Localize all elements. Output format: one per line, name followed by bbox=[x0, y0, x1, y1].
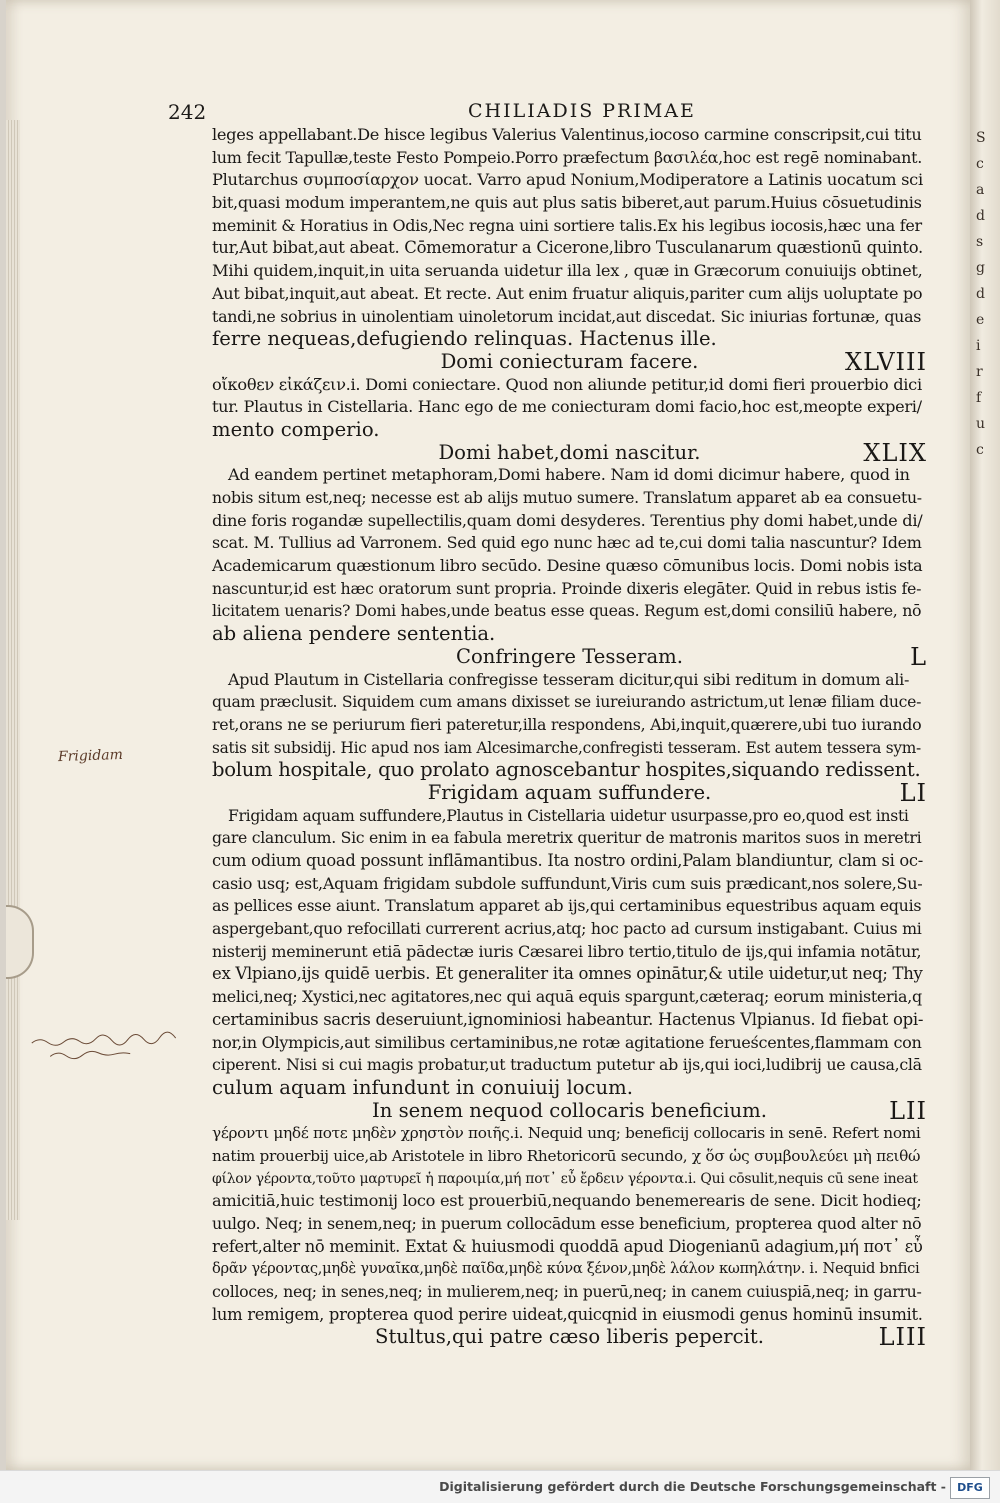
text-block bbox=[212, 124, 927, 1352]
text-line: dine foris rogandæ supellectilis,quam domi desyderes. Terentius phy domi habet,unde di/ bbox=[212, 510, 923, 530]
text-line: nor,in Olympicis,aut similibus certaminibus,ne rotæ agitatione ferueścentes,flammam con bbox=[212, 1032, 922, 1052]
next-page-letter: d bbox=[976, 208, 985, 224]
text-line: amicitiā,huic testimonij loco est prouerbiū,nequando benemerearis de sene. Dicit hodieq; bbox=[212, 1191, 922, 1211]
text-line: leges appellabant.De hisce legibus Valerius Valentinus,iocoso carmine conscripsit,cui titu bbox=[212, 125, 922, 144]
adage-numeral: L bbox=[910, 642, 927, 671]
adage-title: In senem nequod collocaris beneficium. bbox=[372, 1098, 767, 1122]
text-line: bit,quasi modum imperantem,ne quis aut plus satis biberet,aut parum.Huius cōsuetudinis bbox=[212, 193, 922, 213]
adage-title: Stultus,qui patre cæso liberis pepercit. bbox=[375, 1325, 764, 1349]
text-line: φίλον γέροντα,τοῦτο μαρτυρεῖ ἡ παροιμία,μή ποτ᾽ εὖ ἔρδειν γέροντα.i. Qui cōsulit,nequis cū sene ineat bbox=[212, 1170, 918, 1187]
footer-bar bbox=[0, 1470, 1000, 1503]
adage-heading bbox=[212, 778, 927, 807]
text-line: nascuntur,id est hæc oratorum sunt propria. Proinde dixeris elegāter. Quid in rebus istis fe- bbox=[212, 578, 922, 598]
adage-numeral: LIII bbox=[878, 1323, 927, 1352]
text-line: culum aquam infundunt in conuiuij locum. bbox=[212, 1075, 633, 1099]
text-line: Frigidam aquam suffundere,Plautus in Cistellaria uidetur usurpasse,pro eo,quod est insti bbox=[228, 806, 909, 825]
text-line: tur. Plautus in Cistellaria. Hanc ego de me coniecturam domi facio,hoc est,meopte experi/ bbox=[212, 397, 922, 417]
text-line: nisterij meminerunt etiā pādectæ iuris Cæsarei libro tertio,titulo de ijs,qui infamia notātur, bbox=[212, 941, 922, 961]
text-line: lum remigem, propterea quod perire uideat,quicqnid in eiusmodi genus hominū insumit. bbox=[212, 1304, 923, 1324]
text-line: ab aliena pendere sententia. bbox=[212, 622, 496, 646]
next-page-letter: c bbox=[976, 156, 984, 172]
text-line: ret,orans ne se periurum fieri pateretur,illa respondens, Abi,inquit,quærere,ubi tuo iurando bbox=[212, 714, 922, 734]
text-line: cum odium quoad possunt inflāmantibus. Ita nostro ordini,Palam blandiuntur, clam si oc- bbox=[212, 851, 923, 870]
next-page-letter: g bbox=[976, 260, 985, 276]
text-line: melici,neq; Xystici,nec agitatores,nec qui aquā equis spargunt,cæteraq; eorum ministeria,q bbox=[212, 987, 922, 1007]
next-page-letter: f bbox=[976, 390, 982, 406]
text-line: uulgo. Neq; in senem,neq; in puerum collocādum esse beneficium, propterea quod alter nō bbox=[212, 1214, 922, 1233]
adage-numeral: XLIX bbox=[863, 438, 927, 467]
text-line: quam præclusit. Siquidem cum amans dixisset se iureiurando astrictum,ut lenæ filiam duce- bbox=[212, 692, 922, 712]
running-title: CHILIADIS PRIMAE bbox=[468, 100, 696, 122]
text-line: tandi,ne sobrius in uinolentiam uinoletorum incidat,aut discedat. Sic iniurias fortunæ, quas bbox=[212, 306, 922, 326]
text-line: as pellices esse aiunt. Translatum apparet ab ijs,qui certaminibus equestribus aquam equis bbox=[212, 896, 922, 916]
text-line: γέροντι μηδέ ποτε μηδὲν χρηστὸν ποιῆς.i. Nequid unq; beneficij collocaris in senē. Refert nomi bbox=[212, 1124, 921, 1143]
next-page-edge bbox=[970, 0, 1000, 1470]
next-page-letter: i bbox=[976, 338, 981, 354]
text-line: Plutarchus συμποσίαρχον uocat. Varro apud Nonium,Modiperatore a Latinis uocatum sci bbox=[212, 170, 923, 190]
adage-heading bbox=[212, 438, 927, 467]
next-page-letter: r bbox=[976, 364, 983, 380]
text-line: ferre nequeas,defugiendo relinquas. Hactenus ille. bbox=[212, 327, 717, 351]
marginal-note-handwritten bbox=[29, 1029, 210, 1067]
text-line: δρᾶν γέροντας,μηδὲ γυναῖκα,μηδὲ παῖδα,μηδὲ κύνα ξένον,μηδὲ λάλον κωπηλάτην. i. Nequid bnfici bbox=[212, 1260, 920, 1278]
adage-title: Domi habet,domi nascitur. bbox=[438, 440, 701, 464]
text-line: lum fecit Tapullæ,teste Festo Pompeio.Porro præfectum βασιλέα,hoc est regē nominabant. bbox=[212, 147, 923, 167]
text-line: satis sit subsidij. Hic apud nos iam Alcesimarche,confregisti tesseram. Est autem tessera sym- bbox=[212, 738, 921, 757]
dfg-logo: DFG bbox=[950, 1477, 990, 1499]
text-line: licitatem uenaris? Domi habes,unde beatus esse queas. Regum est,domi consiliū habere, nō bbox=[212, 601, 922, 621]
adage-title: Domi coniecturam facere. bbox=[440, 349, 699, 373]
text-line: Apud Plautum in Cistellaria confregisse tesseram dicitur,qui sibi reditum in domum ali- bbox=[228, 669, 910, 689]
adage-title: Frigidam aquam suffundere. bbox=[427, 780, 712, 804]
text-line: tur,Aut bibat,aut abeat. Cōmemoratur a Cicerone,libro Tusculanarum quæstionū quinto. bbox=[212, 238, 923, 258]
text-line: Academicarum quæstionum libro secūdo. Desine quæso cōmunibus locis. Domi nobis ista bbox=[212, 556, 923, 576]
adage-heading bbox=[212, 1096, 927, 1125]
next-page-letter: d bbox=[976, 286, 985, 302]
text-line: gare clanculum. Sic enim in ea fabula meretrix queritur de matronis maritos suos in meretri bbox=[212, 828, 922, 848]
text-line: certaminibus sacris deseruiunt,ignominiosi habeantur. Hactenus Vlpianus. Id fiebat opi- bbox=[212, 1009, 924, 1029]
page-edges bbox=[6, 120, 20, 1220]
text-line: ex Vlpiano,ijs quidē uerbis. Et generaliter ita omnes opinātur,& utile uidetur,ut neq; Thy bbox=[212, 964, 923, 984]
next-page-letter: u bbox=[976, 416, 986, 432]
folio-number: 242 bbox=[168, 100, 207, 124]
text-line: meminit & Horatius in Odis,Nec regna uini sortiere talis.Ex his legibus iocosis,hæc una fer bbox=[212, 215, 922, 235]
text-line: natim prouerbij uice,ab Aristotele in libro Rhetoricorū secundo, χ ὅσ ὡς συμβουλεύει μὴ πειθώ bbox=[212, 1146, 921, 1165]
adage-numeral: LII bbox=[889, 1096, 927, 1125]
text-line: colloces, neq; in senes,neq; in mulierem,neq; in puerū,neq; in canem cuiuspiā,neq; in garru- bbox=[212, 1282, 922, 1302]
handwritten-scribble-icon bbox=[29, 1030, 190, 1064]
text-line: Ad eandem pertinet metaphoram,Domi habere. Nam id domi dicimur habere, quod in bbox=[228, 465, 910, 485]
adage-title: Confringere Tesseram. bbox=[456, 644, 683, 668]
text-line: ciperent. Nisi si cui magis probatur,ut traductum putetur ab ijs,qui ioci,ludibrij ue causa,clā bbox=[212, 1055, 922, 1075]
adage-heading bbox=[212, 347, 927, 376]
adage-numeral: XLVIII bbox=[845, 347, 927, 376]
footer-credit: Digitalisierung gefördert durch die Deutsche Forschungsgemeinschaft - bbox=[439, 1479, 946, 1494]
adage-heading bbox=[212, 1323, 927, 1352]
text-line: οἴκοθεν εἰκάζειν.i. Domi coniectare. Quod non aliunde petitur,id domi fieri prouerbio dici bbox=[212, 374, 922, 394]
text-line: mento comperio. bbox=[212, 417, 380, 441]
text-line: Mihi quidem,inquit,in uita seruanda uidetur illa lex , quæ in Græcorum conuiuijs obtinet, bbox=[212, 261, 923, 281]
next-page-letter: S bbox=[976, 130, 986, 146]
text-line: scat. M. Tullius ad Varronem. Sed quid ego nunc hæc ad te,cui domi talia nascuntur? Idem bbox=[212, 533, 922, 553]
next-page-letter: s bbox=[976, 234, 984, 250]
marginal-note-frigidam: Frigidam bbox=[57, 746, 124, 766]
adage-heading bbox=[212, 642, 927, 671]
book-clasp bbox=[6, 905, 34, 979]
text-line: casio usq; est,Aquam frigidam subdole suffundunt,Viris cum suis prædicant,nos solere,Su- bbox=[212, 873, 923, 893]
text-line: bolum hospitale, quo prolato agnoscebantur hospites,siquando redissent. bbox=[212, 758, 921, 782]
text-line: Aut bibat,inquit,aut abeat. Et recte. Aut enim fruatur aliquis,pariter cum alijs uoluptate po bbox=[212, 283, 923, 303]
text-line: nobis situm est,neq; necesse est ab alijs mutuo sumere. Translatum apparet ab ea consuetu- bbox=[212, 488, 922, 507]
adage-numeral: LI bbox=[899, 778, 927, 807]
next-page-letter: c bbox=[976, 442, 984, 458]
next-page-letter: a bbox=[976, 182, 985, 198]
next-page-letter: e bbox=[976, 312, 985, 328]
text-line: aspergebant,quo refocillati currerent acrius,atq; hoc pacto ad cursum instigabant. Cuius mi bbox=[212, 919, 922, 939]
text-line: refert,alter nō meminit. Extat & huiusmodi quoddā apud Diogenianū adagium,μή ποτ᾽ εὖ bbox=[212, 1236, 923, 1256]
